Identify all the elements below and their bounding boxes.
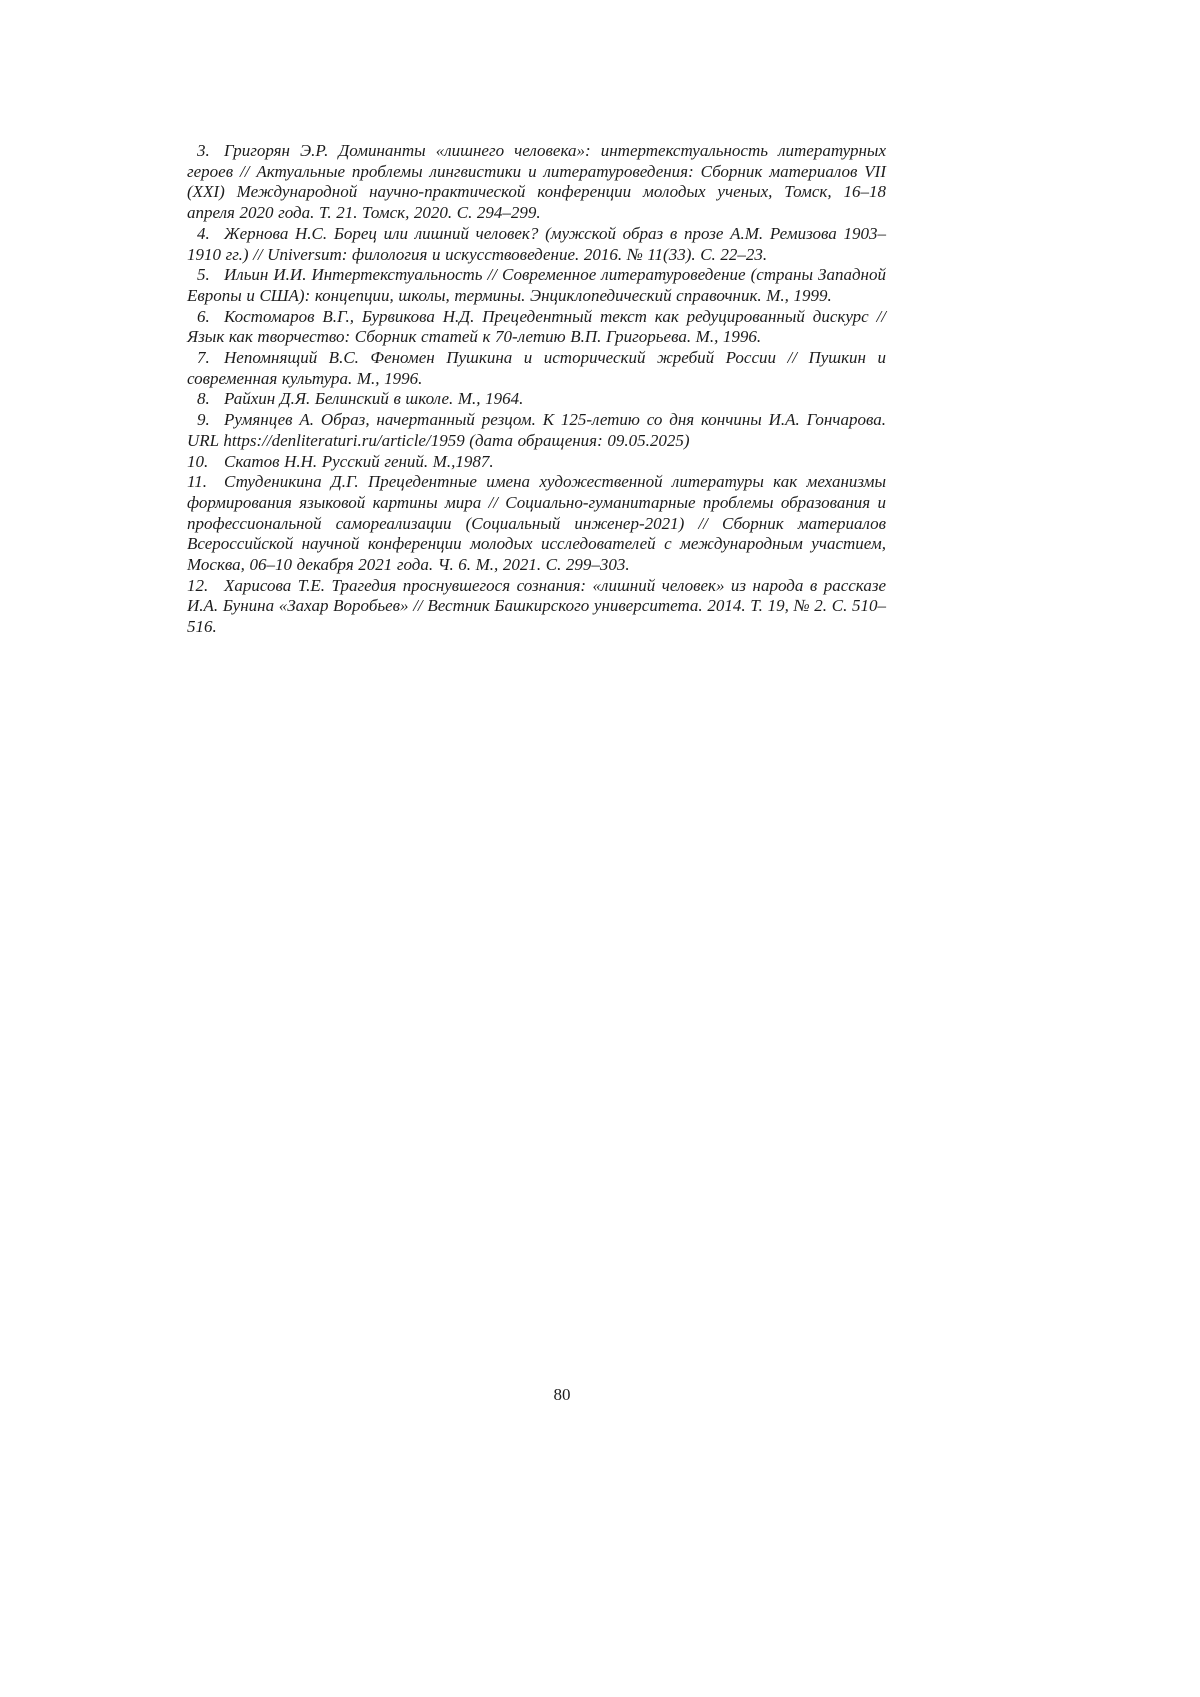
reference-entry [187,141,886,224]
reference-list [187,141,886,638]
reference-text: Харисова Т.Е. Трагедия проснувшегося сознания: «лишний человек» из народа в рассказе И.А. Бунина «Захар Воробьев» // Вестник Башкирского университета. 2014. Т. 19, № 2. С. 510–516. [187,575,886,637]
reference-number: 12. [187,575,209,595]
reference-entry [187,576,886,638]
reference-entry [187,452,886,473]
reference-text: Костомаров В.Г., Бурвикова Н.Д. Прецедентный текст как редуцированный дискурс // Язык как творчество: Сборник статей к 70-летию В.П. Григорьева. М., 1996. [187,306,886,347]
reference-entry [187,389,886,410]
reference-text: Ильин И.И. Интертекстуальность // Современное литературоведение (страны Западной Европы и США): концепции, школы, термины. Энциклопедический справочник. М., 1999. [187,265,886,305]
reference-number: 4. [197,223,210,243]
reference-number: 9. [197,410,210,430]
reference-entry [187,307,886,348]
reference-number: 11. [187,472,207,492]
reference-number: 3. [197,141,210,160]
reference-number: 7. [197,348,210,368]
reference-text: Скатов Н.Н. Русский гений. М.,1987. [224,451,494,471]
reference-number: 6. [197,306,210,326]
reference-text: Студеникина Д.Г. Прецедентные имена художественной литературы как механизмы формирования языковой картины мира // Социально-гуманитарные проблемы образования и профессиональной самореализации (Социальный инженер-2021) // Сборник материалов Всероссийской научной конференции молодых исследователей с международным участием, Москва, 06–10 декабря 2021 года. Ч. 6. М., 2021. С. 299–303. [187,472,886,575]
reference-text: Райхин Д.Я. Белинский в школе. М., 1964. [224,389,524,409]
reference-entry [187,410,886,451]
page-number: 80 [553,1385,571,1404]
reference-number: 8. [197,389,210,409]
reference-entry [187,348,886,389]
reference-text: Григорян Э.Р. Доминанты «лишнего человека»: интертекстуальность литературных героев // Актуальные проблемы лингвистики и литературоведения: Сборник материалов VII (XXI) Международной научно-практической конференции молодых ученых, Томск, 16–18 апреля 2020 года. Т. 21. Томск, 2020. С. 294–299. [187,141,886,223]
reference-number: 10. [187,451,209,471]
reference-entry [187,224,886,265]
reference-entry [187,265,886,306]
reference-text: Румянцев А. Образ, начертанный резцом. К 125-летию со дня кончины И.А. Гончарова. URL https://denliteraturi.ru/article/1959 (дата обращения: 09.05.2025) [187,410,886,450]
reference-text: Жернова Н.С. Борец или лишний человек? (мужской образ в прозе А.М. Ремизова 1903–1910 гг.) // Universum: филология и искусствоведение. 2016. № 11(33). С. 22–23. [187,223,886,264]
reference-number: 5. [197,265,210,285]
reference-text: Непомнящий В.С. Феномен Пушкина и исторический жребий России // Пушкин и современная культура. М., 1996. [187,348,886,388]
reference-entry [187,472,886,576]
